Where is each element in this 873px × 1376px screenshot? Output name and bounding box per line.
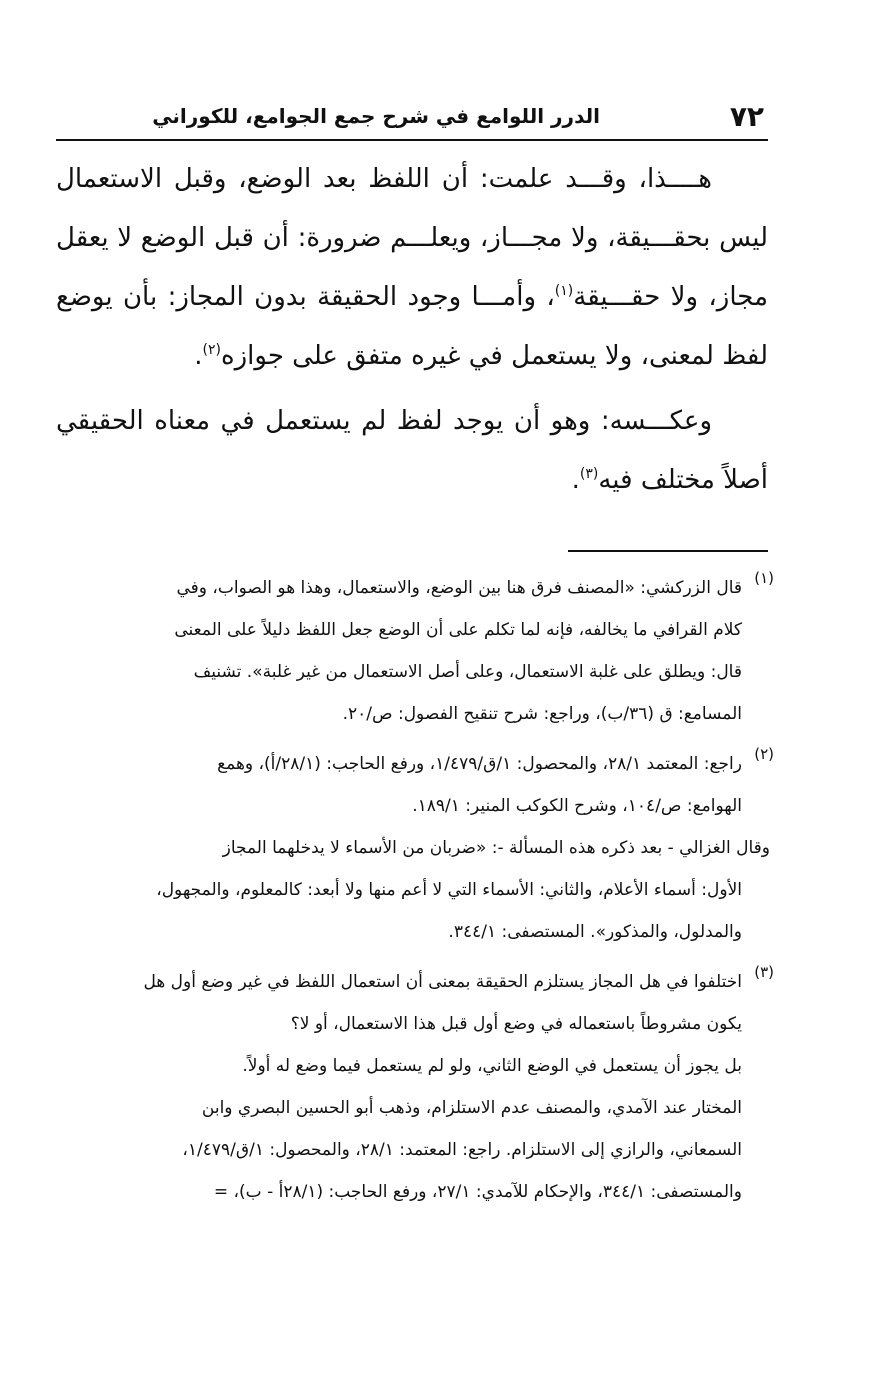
footnote-line: المسامع: ق (٣٦/ب)، وراجع: شرح تنقيح الفصول: ص/٢٠. <box>342 704 742 724</box>
footnote-separator <box>568 550 768 552</box>
footnote-line: الهوامع: ص/١٠٤، وشرح الكوكب المنير: ١٨٩/١. <box>412 796 742 816</box>
footnote-line: والمدلول، والمذكور». المستصفى: ٣٤٤/١. <box>448 922 742 942</box>
running-title: الدرر اللوامع في شرح جمع الجوامع، للكوراني <box>152 104 600 128</box>
paragraph-2 <box>56 392 768 510</box>
header-rule <box>56 139 768 141</box>
footnote-line: المختار عند الآمدي، والمصنف عدم الاستلزام، وذهب أبو الحسين البصري وابن <box>201 1098 742 1118</box>
footnote-line: الأول: أسماء الأعلام، والثاني: الأسماء التي لا أعم منها ولا أبعد: كالمعلوم، والمجهول، <box>156 880 742 900</box>
footnote-line: السمعاني، والرازي إلى الاستلزام. راجع: المعتمد: ٢٨/١، والمحصول: ١/ق/١/٤٧٩، <box>182 1140 742 1160</box>
paragraph-1-end: . <box>194 341 203 371</box>
footnote-ref-3: (٣) <box>579 466 599 482</box>
footnote-1 <box>52 567 774 735</box>
footnote-line: بل يجوز أن يستعمل في الوضع الثاني، ولو لم يستعمل فيما وضع له أولاً. <box>242 1056 742 1076</box>
paragraph-1 <box>56 150 768 386</box>
footnote-line: اختلفوا في هل المجاز يستلزم الحقيقة بمعنى أن استعمال اللفظ في غير وضع أول هل <box>143 972 742 992</box>
footnote-ref-2: (٢) <box>202 342 221 358</box>
page-header <box>56 96 768 136</box>
paragraph-2-end: . <box>571 465 580 495</box>
footnote-number: (٢) <box>754 745 774 763</box>
footnote-number: (١) <box>754 569 774 587</box>
paragraph-1-text-2: ، وأمـــا وجود الحقيقة بدون المجاز: بأن يوضع لفظ لمعنى، ولا يستعمل في غيره متفق على جوازه <box>56 282 768 371</box>
footnote-line: وقال الغزالي - بعد ذكره هذه المسألة -: «ضربان من الأسماء لا يدخلهما المجاز <box>222 838 770 858</box>
footnote-2 <box>52 743 774 953</box>
paragraph-2-text: وعكـــسه: وهو أن يوجد لفظ لم يستعمل في معناه الحقيقي أصلاً مختلف فيه <box>56 406 768 495</box>
footnote-ref-1: (١) <box>554 283 574 299</box>
footnote-3 <box>52 961 774 1213</box>
footnote-line: قال: ويطلق على غلبة الاستعمال، وعلى أصل الاستعمال من غير غلبة». تشنيف <box>193 662 742 682</box>
page-number: ٧٢ <box>729 100 764 133</box>
footnote-line: قال الزركشي: «المصنف فرق هنا بين الوضع، والاستعمال، وهذا هو الصواب، وفي <box>176 578 742 598</box>
footnote-line: كلام القرافي ما يخالفه، فإنه لما تكلم على أن الوضع جعل اللفظ دليلاً على المعنى <box>174 620 742 640</box>
footnote-line: والمستصفى: ٣٤٤/١، والإحكام للآمدي: ٢٧/١، ورفع الحاجب: (٢٨/١أ - ب)، = <box>213 1182 742 1202</box>
main-text <box>56 150 768 510</box>
footnote-number: (٣) <box>754 963 774 981</box>
footnotes <box>52 567 774 1221</box>
footnote-line: راجع: المعتمد ٢٨/١، والمحصول: ١/ق/١/٤٧٩، ورفع الحاجب: (٢٨/١/أ)، وهمع <box>217 754 742 774</box>
footnote-line: يكون مشروطاً باستعماله في وضع أول قبل هذا الاستعمال، أو لا؟ <box>290 1014 742 1034</box>
paragraph-1-text: هــــذا، وقـــد علمت: أن اللفظ بعد الوضع، وقبل الاستعمال ليس بحقـــيقة، ولا مجـــاز، ويعلـــم ضرورة: أن قبل الوضع لا يعقل مجاز، ولا حقـــيقة <box>56 164 768 312</box>
